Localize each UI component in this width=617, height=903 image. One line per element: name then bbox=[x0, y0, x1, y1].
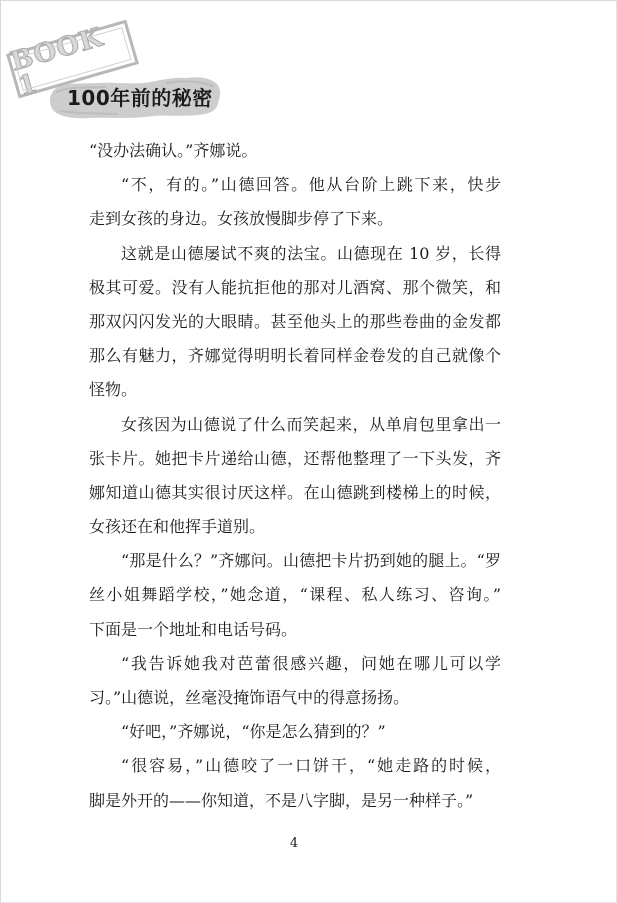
text-line: 这就是山德屡试不爽的法宝。山德现在 10 岁，长得 bbox=[121, 243, 501, 263]
text-line: 极其可爱。没有人能抗拒他的那对儿酒窝、那个微笑，和 bbox=[89, 277, 501, 297]
text-line: 走到女孩的身边。女孩放慢脚步停了下来。 bbox=[89, 209, 394, 229]
paragraph bbox=[89, 647, 501, 715]
paragraph bbox=[89, 237, 501, 408]
text-line: “那是什么？”齐娜问。山德把卡片扔到她的腿上。“罗 bbox=[121, 551, 501, 571]
text-line: 脚是外开的——你知道，不是八字脚，是另一种样子。” bbox=[89, 790, 474, 810]
text-line: 娜知道山德其实很讨厌这样。在山德跳到楼梯上的时候， bbox=[89, 482, 501, 502]
text-line: 张卡片。她把卡片递给山德，还帮他整理了一下头发，齐 bbox=[89, 448, 501, 468]
paragraph bbox=[89, 715, 501, 749]
text-line: 习。”山德说，丝毫没掩饰语气中的得意扬扬。 bbox=[89, 688, 410, 707]
body-text bbox=[89, 134, 501, 818]
page-number: 4 bbox=[289, 836, 299, 851]
text-line: 怪物。 bbox=[89, 380, 138, 400]
text-line: “好吧，”齐娜说，“你是怎么猜到的？” bbox=[121, 722, 386, 742]
text-line: “我告诉她我对芭蕾很感兴趣，问她在哪儿可以学 bbox=[121, 653, 501, 673]
text-line: “没办法确认。”齐娜说。 bbox=[89, 141, 258, 160]
text-line: 下面是一个地址和电话号码。 bbox=[89, 619, 298, 639]
text-line: 女孩还在和他挥手道别。 bbox=[89, 517, 266, 537]
text-line: 那双闪闪发光的大眼睛。甚至他头上的那些卷曲的金发都 bbox=[89, 311, 501, 331]
text-line: 丝小姐舞蹈学校，”她念道，“课程、私人练习、咨询。” bbox=[89, 585, 501, 605]
paragraph bbox=[89, 749, 501, 817]
paragraph bbox=[89, 408, 501, 545]
paragraph bbox=[89, 544, 501, 647]
text-line: “很容易，”山德咬了一口饼干，“她走路的时候， bbox=[121, 756, 501, 776]
text-line: 女孩因为山德说了什么而笑起来，从单肩包里拿出一 bbox=[121, 414, 501, 434]
text-line: 那么有魅力，齐娜觉得明明长着同样金卷发的自己就像个 bbox=[89, 346, 501, 366]
text-line: “不，有的。”山德回答。他从台阶上跳下来，快步 bbox=[121, 175, 501, 195]
paragraph bbox=[89, 134, 501, 168]
paragraph bbox=[89, 168, 501, 236]
chapter-title: 100年前的秘密 bbox=[67, 86, 213, 110]
stamp-text: BOOK 1 bbox=[7, 22, 107, 103]
